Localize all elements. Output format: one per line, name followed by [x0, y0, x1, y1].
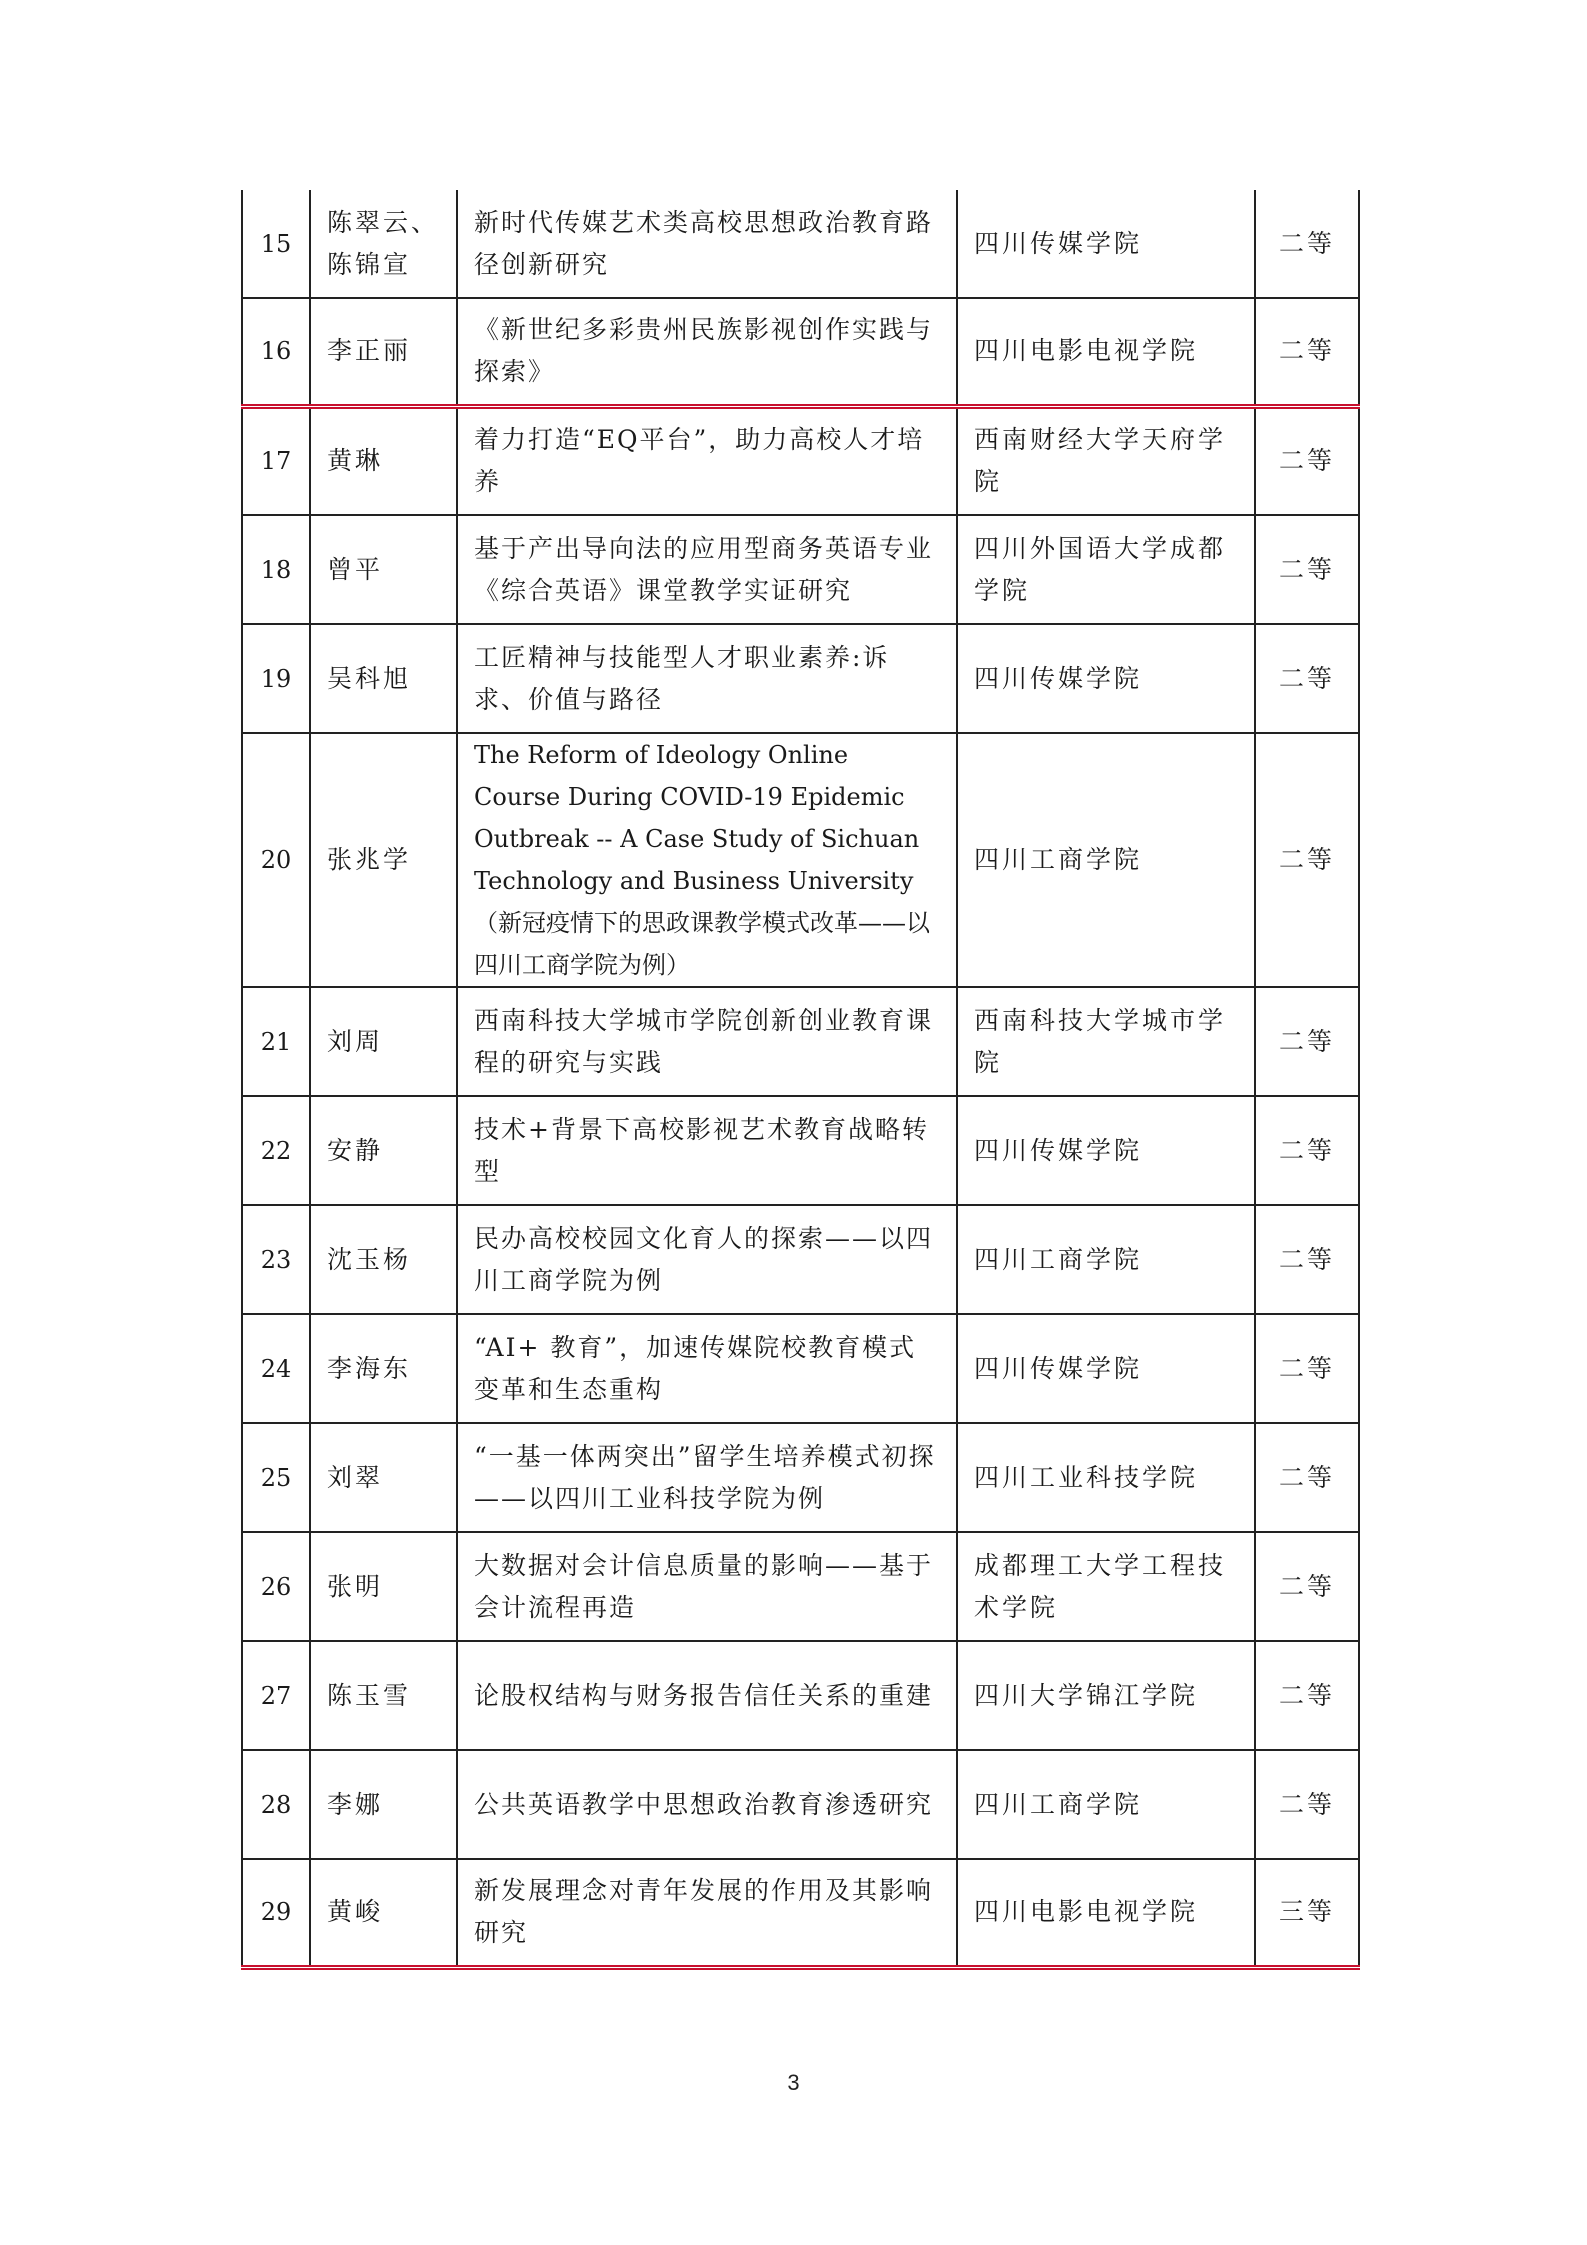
unit-cell: 四川工商学院	[957, 1205, 1255, 1314]
title-cell: 论股权结构与财务报告信任关系的重建	[457, 1641, 957, 1750]
unit-cell: 四川工业科技学院	[957, 1423, 1255, 1532]
title-cell: 新时代传媒艺术类高校思想政治教育路径创新研究	[457, 190, 957, 298]
table-row	[242, 1314, 1359, 1423]
title-cell: 基于产出导向法的应用型商务英语专业《综合英语》课堂教学实证研究	[457, 515, 957, 624]
title-cell: 新发展理念对青年发展的作用及其影响研究	[457, 1859, 957, 1967]
author-cell: 陈玉雪	[310, 1641, 457, 1750]
grade-cell: 二等	[1255, 190, 1359, 298]
grade-cell: 二等	[1255, 406, 1359, 515]
page-number: 3	[787, 2070, 800, 2095]
row-number: 26	[242, 1532, 310, 1641]
table-row	[242, 406, 1359, 515]
row-number: 23	[242, 1205, 310, 1314]
grade-cell: 二等	[1255, 1096, 1359, 1205]
author-cell: 陈翠云、陈锦宣	[310, 190, 457, 298]
grade-cell: 二等	[1255, 1423, 1359, 1532]
author-cell: 李海东	[310, 1314, 457, 1423]
table-row	[242, 190, 1359, 298]
grade-cell: 二等	[1255, 1205, 1359, 1314]
title-cell: 民办高校校园文化育人的探索——以四川工商学院为例	[457, 1205, 957, 1314]
row-number: 22	[242, 1096, 310, 1205]
table-row	[242, 987, 1359, 1096]
table-row	[242, 733, 1359, 987]
row-number: 15	[242, 190, 310, 298]
unit-cell: 四川电影电视学院	[957, 298, 1255, 406]
title-cell: 着力打造“EQ平台”，助力高校人才培养	[457, 406, 957, 515]
author-cell: 黄琳	[310, 406, 457, 515]
title-cell: 大数据对会计信息质量的影响——基于会计流程再造	[457, 1532, 957, 1641]
author-cell: 张兆学	[310, 733, 457, 987]
row-number: 25	[242, 1423, 310, 1532]
unit-cell: 四川传媒学院	[957, 190, 1255, 298]
unit-cell: 四川大学锦江学院	[957, 1641, 1255, 1750]
unit-cell: 四川工商学院	[957, 1750, 1255, 1859]
unit-cell: 四川工商学院	[957, 733, 1255, 987]
grade-cell: 二等	[1255, 624, 1359, 733]
awards-table	[241, 190, 1360, 1970]
row-number: 27	[242, 1641, 310, 1750]
row-number: 24	[242, 1314, 310, 1423]
author-cell: 刘周	[310, 987, 457, 1096]
title-cell: “一基一体两突出”留学生培养模式初探——以四川工业科技学院为例	[457, 1423, 957, 1532]
row-number: 29	[242, 1859, 310, 1967]
table-row	[242, 298, 1359, 406]
unit-cell: 四川电影电视学院	[957, 1859, 1255, 1967]
table-row	[242, 1423, 1359, 1532]
row-number: 17	[242, 406, 310, 515]
grade-cell: 二等	[1255, 733, 1359, 987]
table-row	[242, 1859, 1359, 1967]
author-cell: 沈玉杨	[310, 1205, 457, 1314]
author-cell: 黄峻	[310, 1859, 457, 1967]
title-cell: The Reform of Ideology Online Course During COVID-19 Epidemic Outbreak -- A Case Study of Sichuan Technology and Business University（新冠疫情下的思政课教学模式改革——以四川工商学院为例）	[457, 733, 957, 987]
row-number: 16	[242, 298, 310, 406]
table-row	[242, 1096, 1359, 1205]
author-cell: 曾平	[310, 515, 457, 624]
row-number: 18	[242, 515, 310, 624]
row-number: 28	[242, 1750, 310, 1859]
table-row	[242, 1205, 1359, 1314]
grade-cell: 二等	[1255, 1641, 1359, 1750]
grade-cell: 二等	[1255, 298, 1359, 406]
row-number: 19	[242, 624, 310, 733]
row-number: 21	[242, 987, 310, 1096]
unit-cell: 四川传媒学院	[957, 1314, 1255, 1423]
title-cell: 西南科技大学城市学院创新创业教育课程的研究与实践	[457, 987, 957, 1096]
title-cell: “AI+ 教育”，加速传媒院校教育模式变革和生态重构	[457, 1314, 957, 1423]
title-cell: 工匠精神与技能型人才职业素养:诉求、价值与路径	[457, 624, 957, 733]
table-row	[242, 1750, 1359, 1859]
grade-cell: 二等	[1255, 515, 1359, 624]
grade-cell: 三等	[1255, 1859, 1359, 1967]
table-row	[242, 515, 1359, 624]
author-cell: 张明	[310, 1532, 457, 1641]
author-cell: 李娜	[310, 1750, 457, 1859]
grade-cell: 二等	[1255, 1532, 1359, 1641]
author-cell: 刘翠	[310, 1423, 457, 1532]
author-cell: 李正丽	[310, 298, 457, 406]
unit-cell: 四川传媒学院	[957, 624, 1255, 733]
unit-cell: 成都理工大学工程技术学院	[957, 1532, 1255, 1641]
title-cell: 《新世纪多彩贵州民族影视创作实践与探索》	[457, 298, 957, 406]
table-row	[242, 624, 1359, 733]
title-cell: 技术+背景下高校影视艺术教育战略转型	[457, 1096, 957, 1205]
grade-cell: 二等	[1255, 987, 1359, 1096]
row-number: 20	[242, 733, 310, 987]
unit-cell: 西南财经大学天府学院	[957, 406, 1255, 515]
title-cell: 公共英语教学中思想政治教育渗透研究	[457, 1750, 957, 1859]
unit-cell: 四川传媒学院	[957, 1096, 1255, 1205]
table-row	[242, 1532, 1359, 1641]
unit-cell: 四川外国语大学成都学院	[957, 515, 1255, 624]
table-row	[242, 1641, 1359, 1750]
grade-cell: 二等	[1255, 1750, 1359, 1859]
grade-cell: 二等	[1255, 1314, 1359, 1423]
author-cell: 吴科旭	[310, 624, 457, 733]
unit-cell: 西南科技大学城市学院	[957, 987, 1255, 1096]
author-cell: 安静	[310, 1096, 457, 1205]
